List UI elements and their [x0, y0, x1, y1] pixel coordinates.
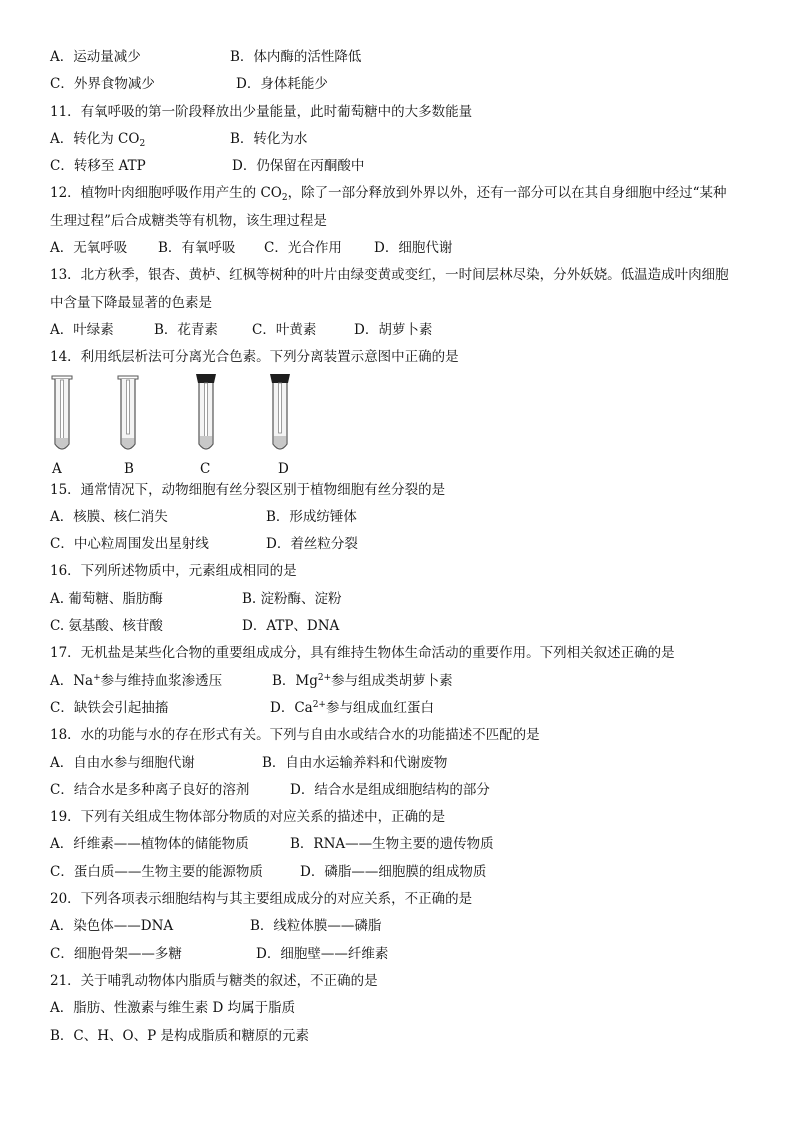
test-tube-a-icon: [50, 374, 74, 456]
q15-option-a: A．核膜、核仁消失: [50, 508, 168, 525]
q13-option-d: D．胡萝卜素: [354, 321, 433, 338]
q14-figure: [50, 374, 760, 477]
q21-option-a: A．脂肪、性激素与维生素 D 均属于脂质: [50, 1000, 296, 1017]
q18-options-row1: [50, 750, 760, 777]
q13-option-a: A．叶绿素: [50, 321, 114, 338]
q17-stem: 17．无机盐是某些化合物的重要组成成分，具有维持生物体生命活动的重要作用。下列相关叙述正确的是: [50, 645, 675, 662]
q20-option-a: A．染色体——DNA: [50, 918, 174, 935]
q11-options-row1: [50, 126, 760, 153]
q20-options-row2: [50, 941, 760, 968]
q11-stem: 11．有氧呼吸的第一阶段释放出少量能量，此时葡萄糖中的大多数能量: [50, 103, 473, 120]
q13-options: [50, 317, 760, 344]
q12-option-a: A．无氧呼吸: [50, 240, 128, 257]
q21-option-b: B．C、H、O、P 是构成脂质和糖原的元素: [50, 1027, 309, 1044]
q16-stem: 16．下列所述物质中，元素组成相同的是: [50, 563, 297, 580]
q14-label-a: A: [52, 460, 62, 477]
q12-option-d: D．细胞代谢: [374, 240, 453, 257]
q13-stem-line2: 中含量下降最显著的色素是: [50, 294, 212, 311]
q18-option-a: A．自由水参与细胞代谢: [50, 754, 195, 771]
q15-options-row2: [50, 531, 760, 558]
q21-stem: 21．关于哺乳动物体内脂质与糖类的叙述，不正确的是: [50, 972, 378, 989]
q12-options: [50, 235, 760, 262]
q10-options-row2: [50, 71, 760, 98]
test-tube-c-icon: [194, 374, 218, 456]
q11-option-c: C．转移至 ATP: [50, 158, 146, 175]
q19-option-d: D．磷脂——细胞膜的组成物质: [300, 863, 487, 880]
q19-option-a: A．纤维素——植物体的储能物质: [50, 836, 249, 853]
q17-option-b: B．$Mg^{2+}$参与组成类胡萝卜素: [272, 672, 453, 689]
q17-options-row1: [50, 668, 760, 695]
q20-stem: 20．下列各项表示细胞结构与其主要组成成分的对应关系，不正确的是: [50, 891, 473, 908]
exam-page: [50, 44, 760, 1050]
q18-options-row2: [50, 777, 760, 804]
q12-stem-line1: 12．植物叶肉细胞呼吸作用产生的 $CO_2$，除了一部分释放到外界以外，还有一部分可以在其自身细胞中经过“某种: [50, 185, 727, 204]
q12-option-b: B．有氧呼吸: [158, 240, 236, 257]
q17-option-d: D．$Ca^{2+}$参与组成血红蛋白: [270, 699, 434, 716]
q15-option-d: D．着丝粒分裂: [266, 536, 358, 553]
q19-stem: 19．下列有关组成生物体部分物质的对应关系的描述中，正确的是: [50, 809, 446, 826]
q16-option-c: C. 氨基酸、核苷酸: [50, 618, 163, 635]
q17-option-a: A．Na+参与维持血浆渗透压: [50, 672, 223, 689]
q12-stem-line2: 生理过程”后合成糖类等有机物，该生理过程是: [50, 212, 327, 229]
test-tube-d-icon: [268, 374, 292, 456]
q14-label-d: D: [278, 460, 289, 477]
q13-option-b: B．花青素: [154, 321, 218, 338]
q15-option-c: C．中心粒周围发出星射线: [50, 536, 209, 553]
q16-option-d: D．ATP、DNA: [242, 618, 340, 635]
q20-options-row1: [50, 913, 760, 940]
q13-option-c: C．叶黄素: [252, 321, 317, 338]
q10-option-b: B．体内酶的活性降低: [230, 49, 362, 65]
q16-options-row1: [50, 586, 760, 613]
q17-option-c: C．缺铁会引起抽搐: [50, 699, 169, 716]
q14-label-c: C: [200, 460, 211, 477]
q13-stem-line1: 13．北方秋季，银杏、黄栌、红枫等树种的叶片由绿变黄或变红，一时间层林尽染，分外妖娆。低温造成叶肉细胞: [50, 267, 729, 284]
q18-option-d: D．结合水是组成细胞结构的部分: [290, 781, 490, 798]
q11-option-d: D．仍保留在丙酮酸中: [232, 158, 365, 175]
q11-options-row2: [50, 153, 760, 180]
q18-stem: 18．水的功能与水的存在形式有关。下列与自由水或结合水的功能描述不匹配的是: [50, 727, 540, 744]
q20-option-d: D．细胞壁——纤维素: [256, 945, 389, 962]
q10-options-row1: [50, 44, 760, 71]
q14-stem: 14．利用纸层析法可分离光合色素。下列分离装置示意图中正确的是: [50, 349, 459, 366]
q15-stem: 15．通常情况下，动物细胞有丝分裂区别于植物细胞有丝分裂的是: [50, 481, 446, 498]
q10-option-c: C．外界食物减少: [50, 76, 155, 93]
q20-option-b: B．线粒体膜——磷脂: [250, 918, 382, 935]
q16-options-row2: [50, 613, 760, 640]
q11-option-b: B．转化为水: [230, 130, 308, 147]
q19-option-b: B．RNA——生物主要的遗传物质: [290, 836, 494, 853]
q19-options-row2: [50, 859, 760, 886]
q17-options-row2: [50, 695, 760, 722]
q10-option-a: A．运动量减少: [50, 49, 141, 65]
q18-option-b: B．自由水运输养料和代谢废物: [262, 754, 448, 771]
test-tube-b-icon: [116, 374, 140, 456]
q10-option-d: D．身体耗能少: [236, 76, 328, 93]
q16-option-a: A. 葡萄糖、脂肪酶: [50, 590, 163, 607]
q19-options-row1: [50, 831, 760, 858]
q12-option-c: C．光合作用: [264, 240, 342, 257]
q14-label-b: B: [124, 460, 134, 477]
q15-option-b: B．形成纺锤体: [266, 508, 357, 525]
q19-option-c: C．蛋白质——生物主要的能源物质: [50, 863, 263, 880]
q18-option-c: C．结合水是多种离子良好的溶剂: [50, 781, 250, 798]
q11-option-a: A．转化为 $CO_2$: [50, 130, 146, 149]
q15-options-row1: [50, 504, 760, 531]
q16-option-b: B. 淀粉酶、淀粉: [242, 590, 342, 607]
q20-option-c: C．细胞骨架——多糖: [50, 945, 182, 962]
